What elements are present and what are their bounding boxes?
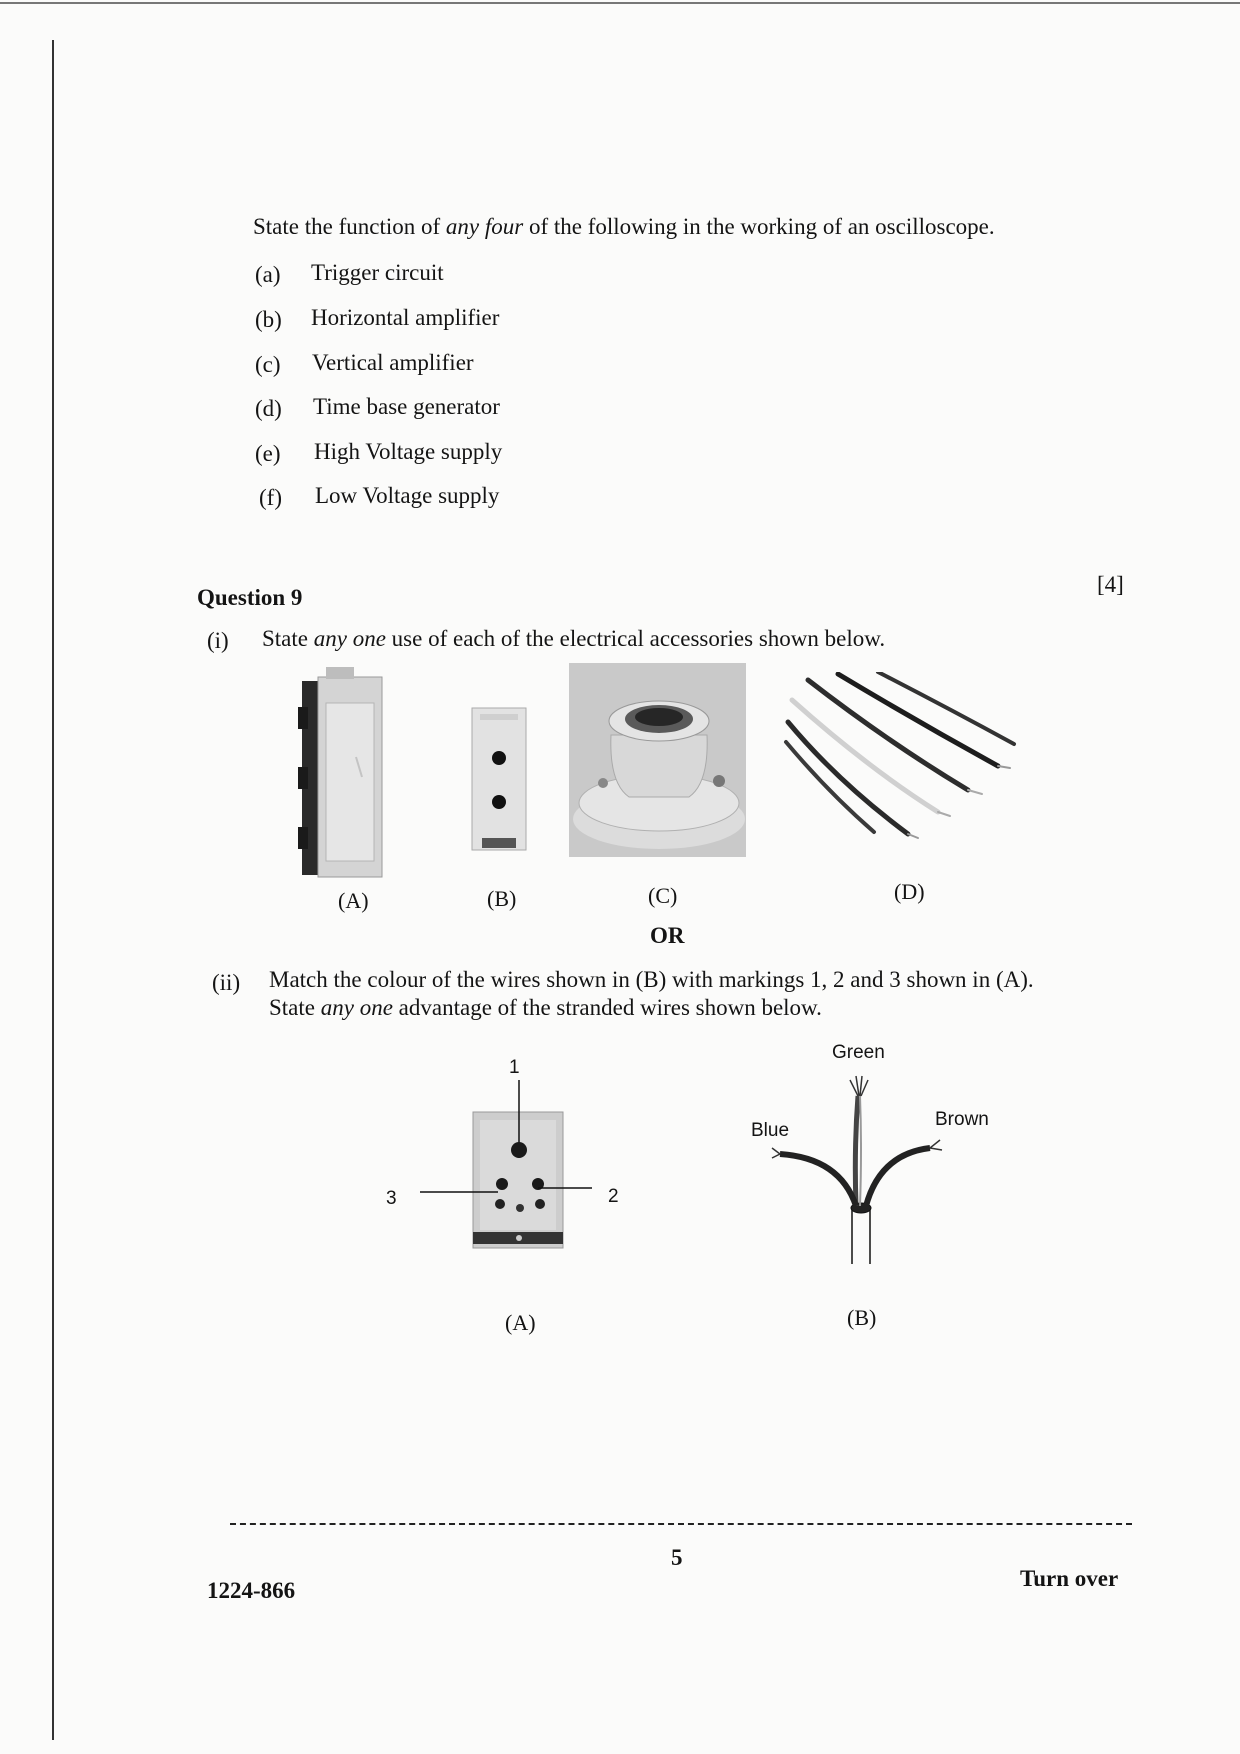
- turn-over: Turn over: [1020, 1566, 1119, 1591]
- q8-intro: State the function of any four of the following in the working of an oscilloscope.: [253, 214, 995, 239]
- item-text: High Voltage supply: [314, 439, 503, 464]
- scan-top-edge: [0, 2, 1240, 4]
- page-number: 5: [671, 1545, 683, 1570]
- item-letter: (b): [255, 307, 282, 332]
- lamp-holder-photo: [569, 663, 746, 857]
- three-pin-socket-figure: [420, 1080, 610, 1260]
- item-text: Vertical amplifier: [312, 350, 474, 375]
- marking-2: 2: [608, 1186, 619, 1207]
- caption-fig-a: (A): [505, 1310, 536, 1335]
- item-letter: (d): [255, 396, 282, 421]
- part-i-text: State any one use of each of the electrical accessories shown below.: [262, 626, 886, 651]
- item-text: Time base generator: [313, 394, 500, 419]
- item-letter: (a): [255, 262, 281, 287]
- socket-photo: [470, 706, 530, 852]
- question-title: Question 9: [197, 585, 303, 610]
- wires-photo: [778, 672, 1018, 842]
- switch-photo: [296, 667, 388, 879]
- caption-fig-b: (B): [847, 1305, 877, 1330]
- item-text: Horizontal amplifier: [311, 305, 500, 330]
- caption-c: (C): [648, 883, 678, 908]
- margin-line: [52, 40, 54, 1740]
- marking-3: 3: [386, 1188, 397, 1209]
- part-ii-line2: State any one advantage of the stranded wires shown below.: [269, 995, 822, 1020]
- wire-label-green: Green: [832, 1042, 885, 1063]
- part-i-number: (i): [207, 628, 229, 653]
- wire-label-blue: Blue: [751, 1120, 790, 1141]
- footer-divider: [230, 1523, 1132, 1525]
- caption-a: (A): [338, 888, 369, 913]
- or-label: OR: [650, 923, 685, 948]
- part-ii-line1: Match the colour of the wires shown in (B) with markings 1, 2 and 3 shown in (A).: [269, 967, 1034, 992]
- item-letter: (c): [255, 352, 281, 377]
- item-text: Low Voltage supply: [315, 483, 500, 508]
- stranded-wires-figure: [770, 1068, 950, 1266]
- marking-1: 1: [509, 1057, 520, 1078]
- paper-code: 1224-866: [207, 1578, 296, 1603]
- marks: [4]: [1097, 572, 1124, 597]
- item-text: Trigger circuit: [311, 260, 444, 285]
- caption-d: (D): [894, 879, 925, 904]
- item-letter: (f): [259, 485, 282, 510]
- item-letter: (e): [255, 441, 281, 466]
- part-ii-number: (ii): [212, 970, 241, 995]
- wire-label-brown: Brown: [935, 1109, 989, 1130]
- caption-b: (B): [487, 886, 517, 911]
